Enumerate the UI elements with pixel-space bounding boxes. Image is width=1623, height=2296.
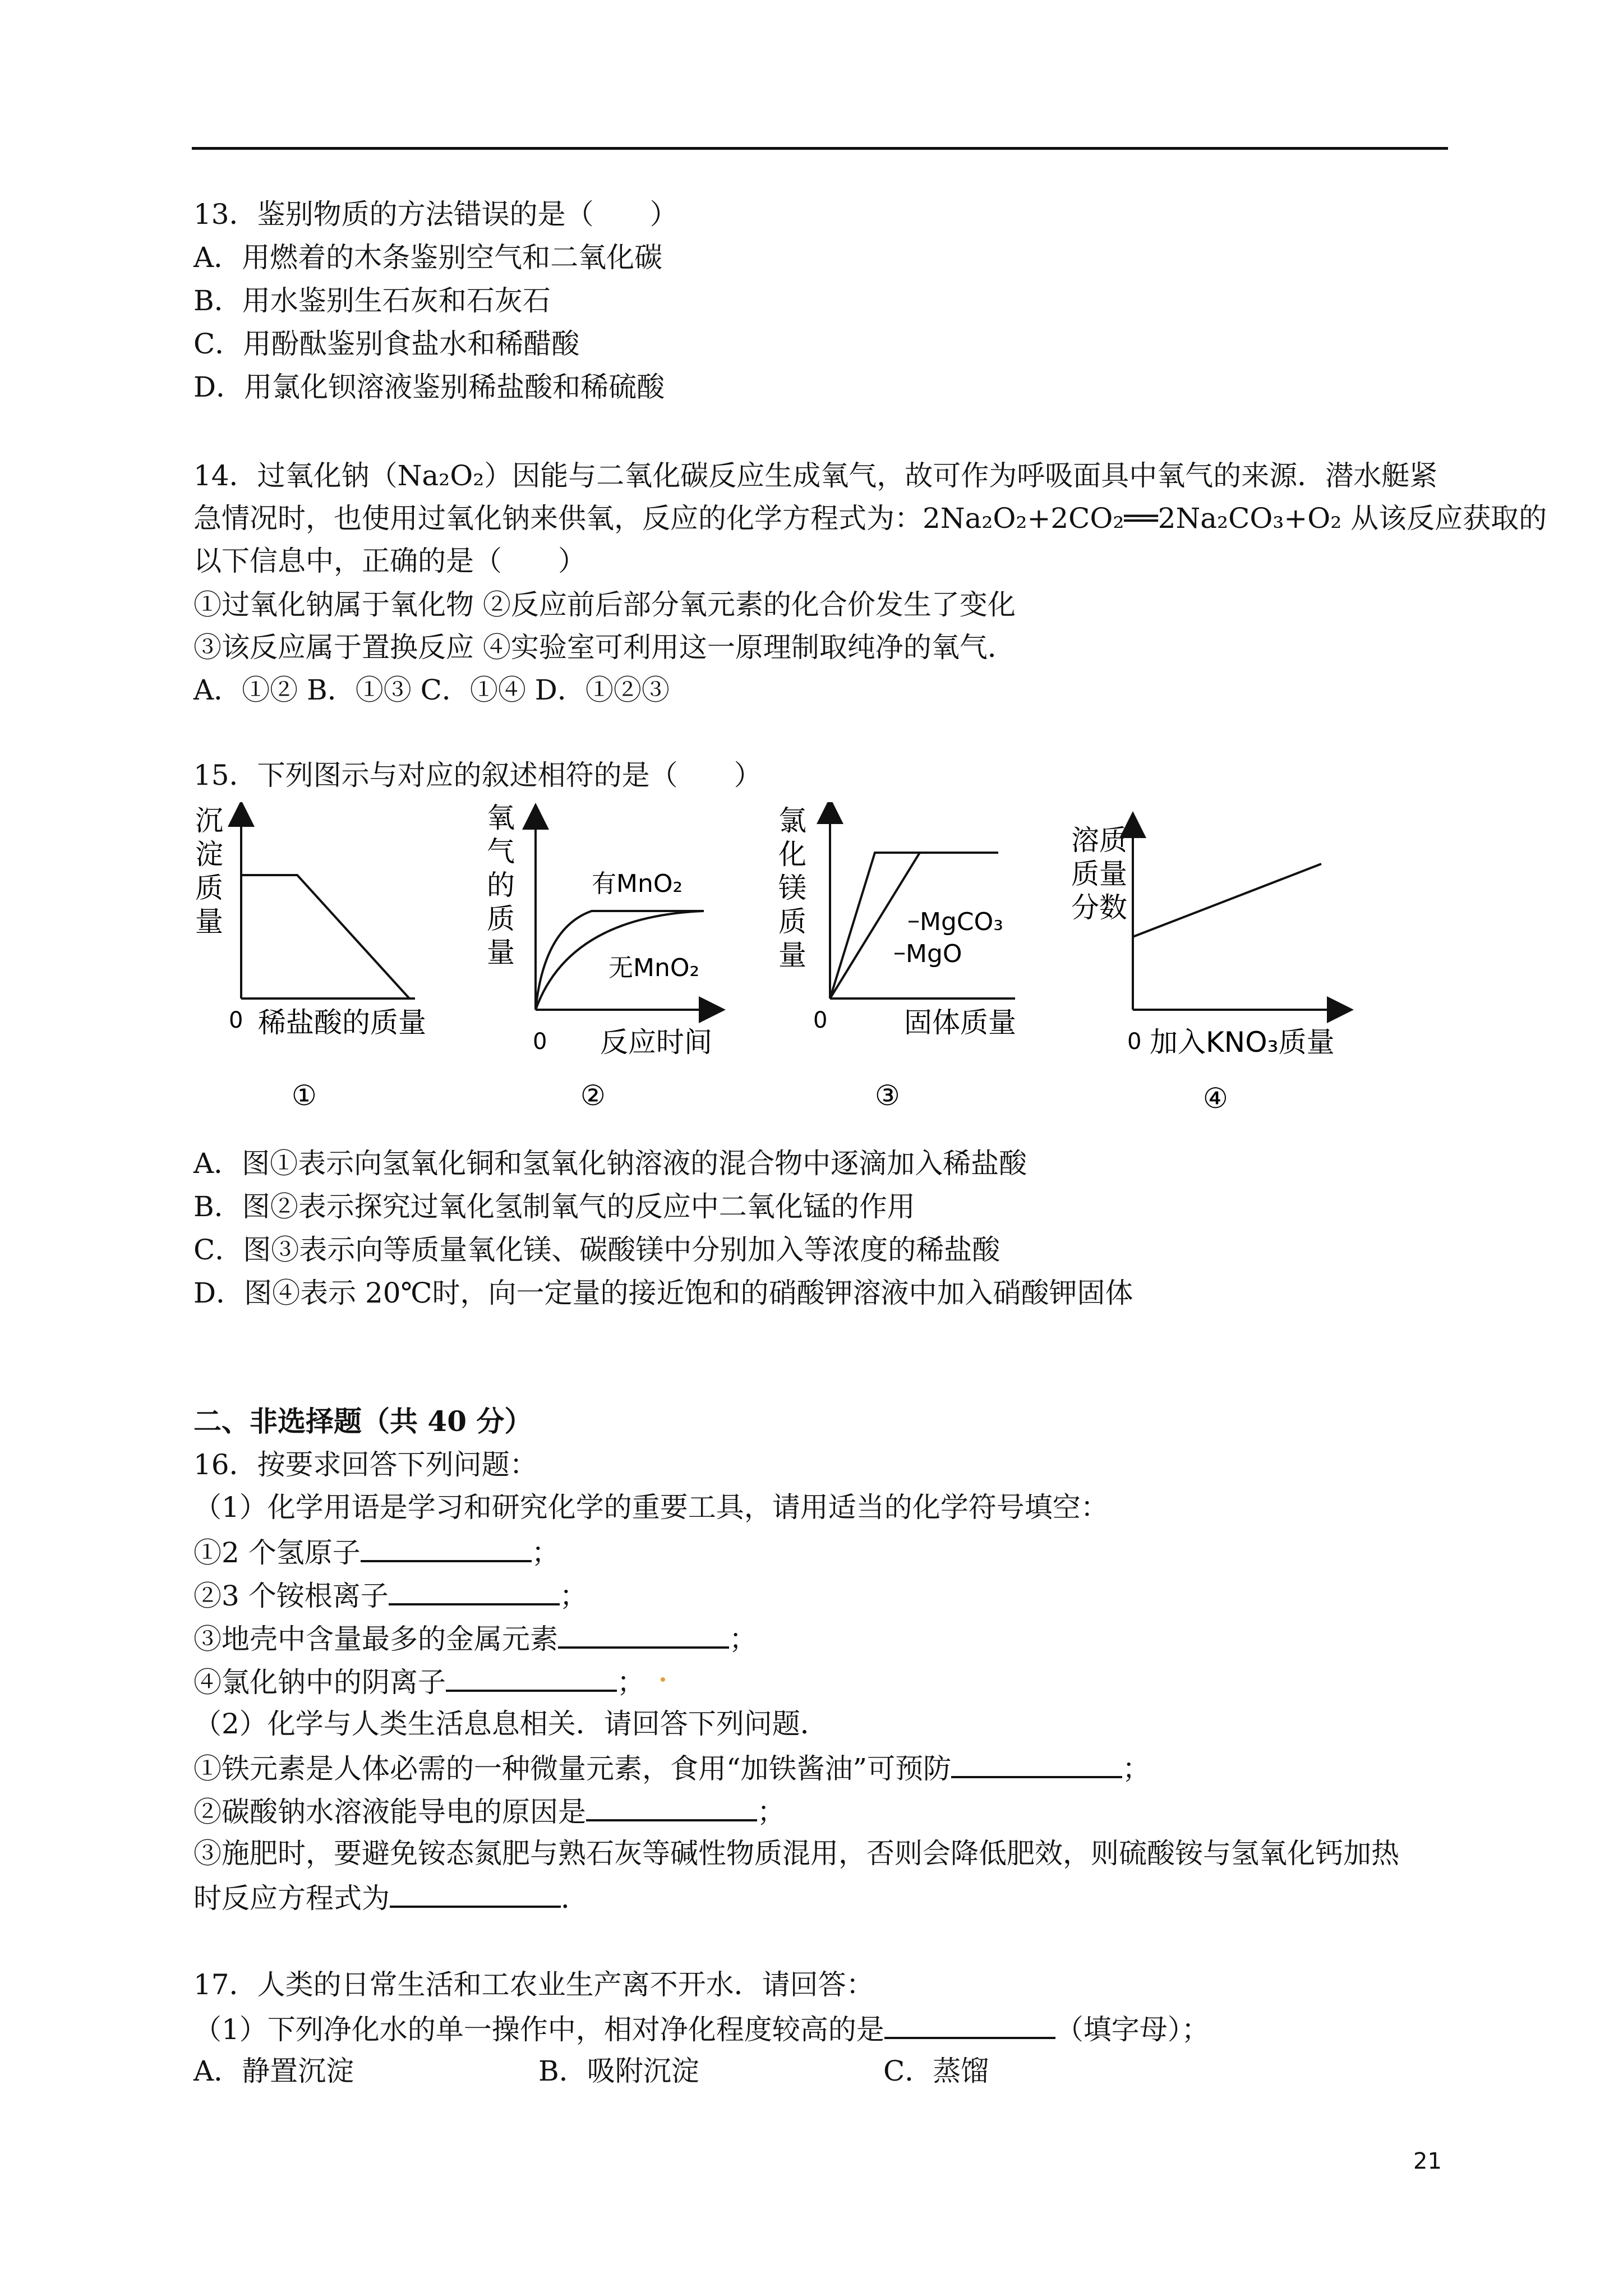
answer-blank[interactable]	[389, 1577, 560, 1605]
chart-2-ylabel-1: 氧	[487, 802, 515, 834]
q17-stem: 17．人类的日常生活和工农业生产离不开水．请回答：	[193, 1968, 874, 2001]
answer-blank[interactable]	[361, 1534, 532, 1562]
header-rule	[192, 147, 1448, 150]
q14-stem-line2: 急情况时，也使用过氧化钠来供氧，反应的化学方程式为：2Na₂O₂+2CO₂══2Na₂CO₃+O₂ 从该反应获取的	[193, 502, 1547, 535]
q16-part2-item-3-line2	[193, 1880, 589, 1915]
chart-3-xlabel: 固体质量	[904, 1006, 1016, 1039]
q14-answers: A．①② B．①③ C．①④ D．①②③	[193, 674, 670, 706]
q15-option-a: A．图①表示向氢氧化铜和氢氧化钠溶液的混合物中逐滴加入稀盐酸	[193, 1147, 1027, 1180]
page-number: 21	[1413, 2148, 1442, 2174]
q16-part1: （1）化学用语是学习和研究化学的重要工具，请用适当的化学符号填空：	[193, 1491, 1109, 1524]
chart-1-ylabel-4: 量	[195, 905, 223, 938]
q16-part2-item-1	[193, 1750, 1150, 1786]
chart-4-title: ④	[1203, 1082, 1228, 1115]
q16-part2-item-2-text: ②碳酸钠水溶液能导电的原因是	[193, 1796, 586, 1828]
q16-item-1	[193, 1534, 560, 1570]
chart-2-ylabel-4: 质	[487, 903, 515, 935]
q13-option-a: A．用燃着的木条鉴别空气和二氧化碳	[193, 241, 663, 274]
answer-blank[interactable]	[586, 1793, 757, 1821]
q16-part2-item-3-text: 时反应方程式为	[193, 1882, 390, 1915]
chart-3-ylabel-2: 化	[778, 838, 806, 871]
q16-item-3-text: ③地壳中含量最多的金属元素	[193, 1623, 558, 1655]
chart-3-title: ③	[875, 1079, 900, 1112]
chart-2-series-label-without: 无MnO₂	[608, 954, 700, 982]
answer-blank[interactable]	[390, 1880, 561, 1908]
chart-4-ylabel-1: 溶质	[1071, 824, 1127, 857]
chart-2-title: ②	[580, 1079, 606, 1112]
q17-part1	[193, 2011, 1210, 2046]
q13-stem: 13．鉴别物质的方法错误的是（ ）	[193, 198, 678, 231]
chart-2-ylabel-2: 气	[487, 835, 515, 868]
q16-item-4-text: ④氯化钠中的阴离子	[193, 1666, 446, 1699]
q14-stem-line1: 14．过氧化钠（Na₂O₂）因能与二氧化碳反应生成氧气，故可作为呼吸面具中氧气的来源．潜水艇紧	[193, 459, 1438, 492]
q16-part2-item-2-semicolon: ；	[757, 1796, 785, 1828]
chart-3-ylabel-4: 质	[778, 905, 806, 938]
chart-1-origin: 0	[229, 1007, 243, 1033]
q16-item-3	[193, 1621, 757, 1656]
chart-1-ylabel-3: 质	[195, 872, 223, 904]
q13-option-b: B．用水鉴别生石灰和石灰石	[193, 284, 551, 317]
chart-2-xlabel: 反应时间	[600, 1026, 712, 1059]
q16-item-2	[193, 1577, 588, 1613]
chart-1-xlabel: 稀盐酸的质量	[258, 1006, 426, 1039]
chart-2-origin: 0	[533, 1029, 547, 1055]
chart-2-ylabel-3: 的	[487, 869, 515, 901]
q17-option-c: C．蒸馏	[883, 2055, 989, 2087]
q16-item-4-semicolon: ；	[617, 1666, 645, 1699]
chart-1-title: ①	[292, 1079, 317, 1112]
answer-blank[interactable]	[446, 1664, 617, 1692]
answer-blank[interactable]	[951, 1750, 1122, 1778]
q15-option-b: B．图②表示探究过氧化氢制氧气的反应中二氧化锰的作用	[193, 1190, 915, 1223]
q16-part2-item-2	[193, 1793, 785, 1829]
q16-item-1-text: ①2 个氢原子	[193, 1536, 361, 1569]
q16-part2-item-1-semicolon: ；	[1122, 1752, 1151, 1785]
q16-part2-item-3-line1: ③施肥时，要避免铵态氮肥与熟石灰等碱性物质混用，否则会降低肥效，则硫酸铵与氢氧化钙加热	[193, 1837, 1399, 1870]
chart-1-ylabel-1: 沉	[195, 804, 223, 837]
chart-3-origin: 0	[813, 1007, 828, 1033]
q16-part2-item-1-text: ①铁元素是人体必需的一种微量元素，食用“加铁酱油”可预防	[193, 1752, 952, 1785]
chart-4-ylabel-2: 质量	[1071, 858, 1127, 890]
q14-stem-line3: 以下信息中，正确的是（ ）	[193, 545, 586, 577]
q14-statements-1: ①过氧化钠属于氧化物 ②反应前后部分氧元素的化合价发生了变化	[193, 588, 1016, 621]
chart-1-series-line	[241, 875, 409, 999]
chart-3	[774, 802, 1066, 1116]
chart-1-ylabel-2: 淀	[195, 838, 223, 871]
q15-stem: 15．下列图示与对应的叙述相符的是（ ）	[193, 759, 762, 792]
chart-4	[1066, 802, 1368, 1116]
chart-1	[191, 802, 460, 1116]
q16-item-2-semicolon: ；	[559, 1580, 588, 1612]
chart-3-ylabel-3: 镁	[778, 872, 806, 904]
q13-option-c: C．用酚酞鉴别食盐水和稀醋酸	[193, 328, 580, 360]
q15-option-c: C．图③表示向等质量氧化镁、碳酸镁中分别加入等浓度的稀盐酸	[193, 1234, 1000, 1266]
section-2-heading: 二、非选择题（共 40 分）	[193, 1405, 533, 1438]
q13-option-d: D．用氯化钡溶液鉴别稀盐酸和稀硫酸	[193, 371, 665, 403]
q16-stem: 16．按要求回答下列问题：	[193, 1448, 538, 1481]
chart-4-xlabel: 加入KNO₃质量	[1150, 1026, 1335, 1059]
answer-blank[interactable]	[884, 2011, 1055, 2039]
chart-2-series-label-with: 有MnO₂	[592, 869, 683, 898]
chart-3-label-mgo: MgO	[906, 940, 962, 968]
q16-item-1-semicolon: ；	[531, 1536, 560, 1569]
chart-2	[482, 802, 751, 1116]
q17-option-b: B．吸附沉淀	[538, 2055, 699, 2087]
chart-3-ylabel-5: 量	[778, 939, 806, 972]
q17-part1-tail: （填字母）；	[1055, 2013, 1210, 2046]
q15-option-d: D．图④表示 20℃时，向一定量的接近饱和的硝酸钾溶液中加入硝酸钾固体	[193, 1277, 1133, 1309]
q16-item-4	[193, 1664, 645, 1699]
chart-4-series-line	[1133, 864, 1321, 937]
chart-2-ylabel-5: 量	[487, 936, 515, 969]
q16-item-3-semicolon: ；	[729, 1623, 757, 1655]
stray-mark	[661, 1677, 665, 1682]
q17-part1-text: （1）下列净化水的单一操作中，相对净化程度较高的是	[193, 2013, 884, 2046]
chart-4-ylabel-3: 分数	[1071, 891, 1127, 924]
q16-item-2-text: ②3 个铵根离子	[193, 1580, 389, 1612]
q16-part2-item-3-period: ．	[561, 1882, 589, 1915]
answer-blank[interactable]	[558, 1621, 729, 1649]
chart-3-ylabel-1: 氯	[778, 804, 806, 837]
chart-4-origin: 0	[1127, 1029, 1142, 1055]
q17-option-a: A．静置沉淀	[193, 2055, 354, 2087]
q14-statements-2: ③该反应属于置换反应 ④实验室可利用这一原理制取纯净的氧气．	[193, 631, 1016, 664]
q16-part2: （2）化学与人类生活息息相关．请回答下列问题．	[193, 1708, 828, 1740]
chart-3-label-mgco3: MgCO₃	[920, 908, 1003, 936]
